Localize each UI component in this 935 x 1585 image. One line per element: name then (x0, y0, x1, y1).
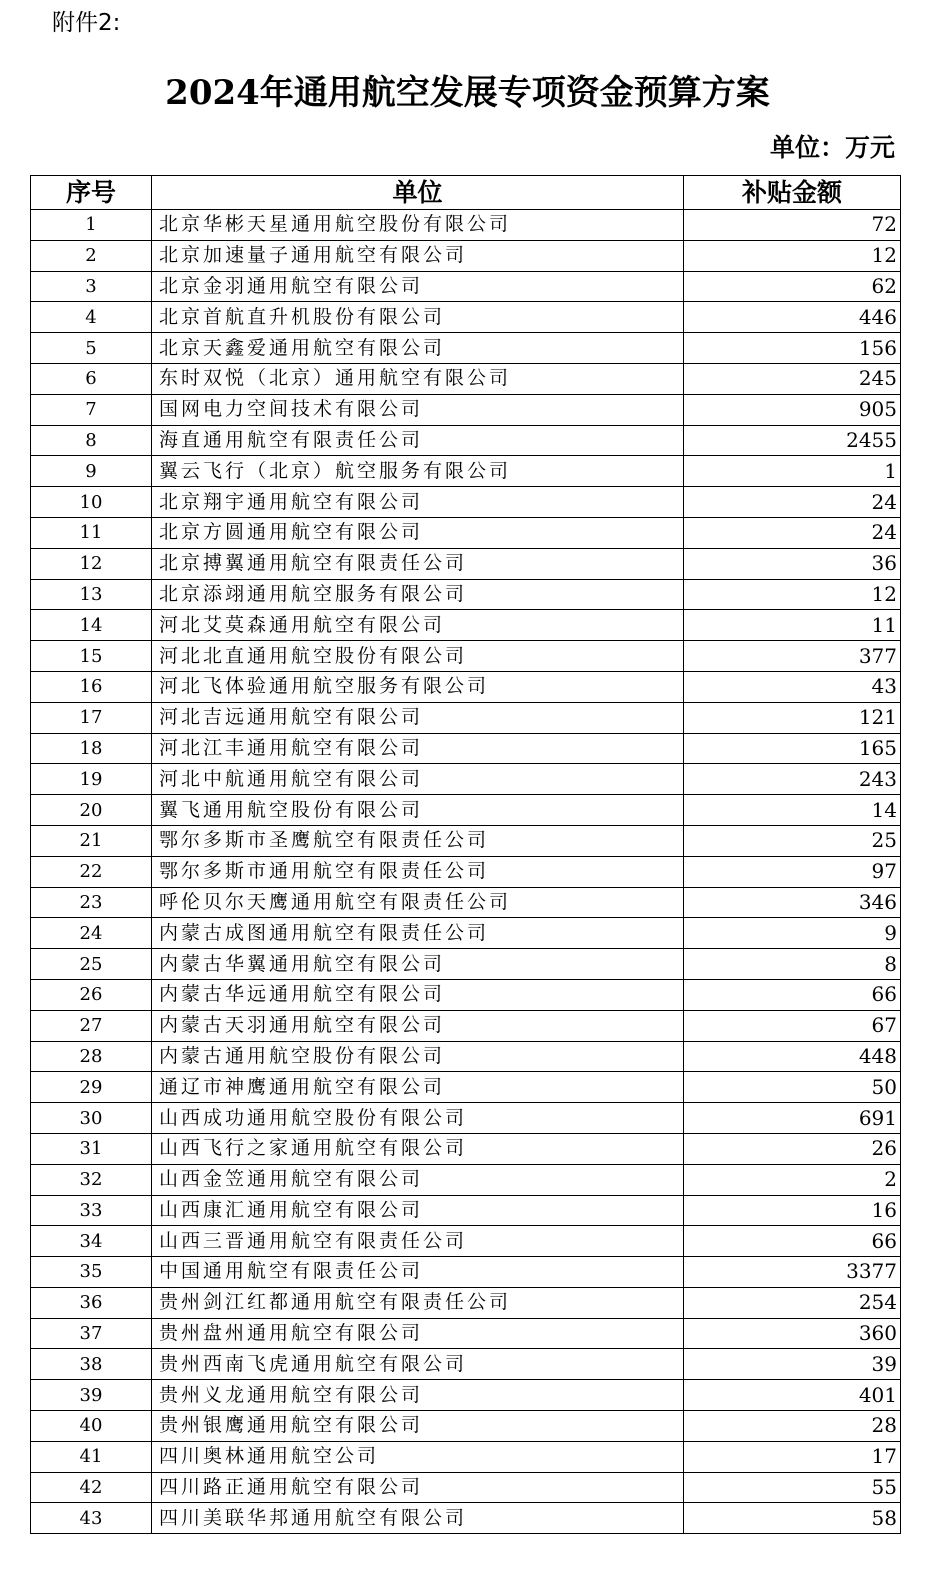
row-company-name: 内蒙古华翼通用航空有限公司 (152, 949, 684, 980)
row-company-name: 国网电力空间技术有限公司 (152, 394, 684, 425)
table-row (31, 363, 901, 394)
table-row (31, 1103, 901, 1134)
row-seq: 6 (31, 363, 152, 394)
row-amount: 2 (684, 1164, 901, 1195)
row-seq: 18 (31, 733, 152, 764)
row-amount: 905 (684, 394, 901, 425)
header-unit: 单位 (152, 176, 684, 210)
table-row (31, 210, 901, 241)
row-amount: 2455 (684, 425, 901, 456)
row-amount: 9 (684, 918, 901, 949)
table-row (31, 1226, 901, 1257)
table-row (31, 394, 901, 425)
table-row (31, 1380, 901, 1411)
row-amount: 62 (684, 271, 901, 302)
table-row (31, 641, 901, 672)
row-seq: 39 (31, 1380, 152, 1411)
table-row (31, 1041, 901, 1072)
row-seq: 1 (31, 210, 152, 241)
row-amount: 156 (684, 333, 901, 364)
table-row (31, 1472, 901, 1503)
table-row (31, 825, 901, 856)
row-seq: 21 (31, 825, 152, 856)
row-amount: 28 (684, 1411, 901, 1442)
table-body (31, 210, 901, 1534)
table-row (31, 1164, 901, 1195)
row-seq: 28 (31, 1041, 152, 1072)
row-company-name: 贵州西南飞虎通用航空有限公司 (152, 1349, 684, 1380)
table-row (31, 764, 901, 795)
row-seq: 26 (31, 979, 152, 1010)
row-company-name: 东时双悦（北京）通用航空有限公司 (152, 363, 684, 394)
row-seq: 19 (31, 764, 152, 795)
row-amount: 360 (684, 1318, 901, 1349)
row-company-name: 鄂尔多斯市通用航空有限责任公司 (152, 856, 684, 887)
row-amount: 66 (684, 979, 901, 1010)
row-company-name: 河北北直通用航空股份有限公司 (152, 641, 684, 672)
row-company-name: 北京首航直升机股份有限公司 (152, 302, 684, 333)
row-seq: 11 (31, 517, 152, 548)
row-seq: 40 (31, 1411, 152, 1442)
row-company-name: 通辽市神鹰通用航空有限公司 (152, 1072, 684, 1103)
row-company-name: 北京方圆通用航空有限公司 (152, 517, 684, 548)
row-company-name: 山西康汇通用航空有限公司 (152, 1195, 684, 1226)
table-row (31, 487, 901, 518)
row-amount: 11 (684, 610, 901, 641)
row-company-name: 北京金羽通用航空有限公司 (152, 271, 684, 302)
row-amount: 66 (684, 1226, 901, 1257)
attachment-label: 附件2: (52, 10, 121, 36)
table-row (31, 1257, 901, 1288)
header-seq: 序号 (31, 176, 152, 210)
row-seq: 10 (31, 487, 152, 518)
row-company-name: 翼云飞行（北京）航空服务有限公司 (152, 456, 684, 487)
row-company-name: 河北中航通用航空有限公司 (152, 764, 684, 795)
row-seq: 5 (31, 333, 152, 364)
row-amount: 165 (684, 733, 901, 764)
row-company-name: 河北吉远通用航空有限公司 (152, 702, 684, 733)
page-title: 2024年通用航空发展专项资金预算方案 (165, 73, 770, 113)
row-seq: 24 (31, 918, 152, 949)
row-amount: 39 (684, 1349, 901, 1380)
row-amount: 254 (684, 1287, 901, 1318)
table-row (31, 856, 901, 887)
row-seq: 31 (31, 1133, 152, 1164)
table-row (31, 671, 901, 702)
row-amount: 67 (684, 1010, 901, 1041)
row-amount: 245 (684, 363, 901, 394)
row-company-name: 内蒙古通用航空股份有限公司 (152, 1041, 684, 1072)
row-seq: 2 (31, 240, 152, 271)
row-amount: 14 (684, 795, 901, 826)
row-amount: 346 (684, 887, 901, 918)
row-seq: 30 (31, 1103, 152, 1134)
table-row (31, 1503, 901, 1534)
row-company-name: 山西三晋通用航空有限责任公司 (152, 1226, 684, 1257)
row-amount: 243 (684, 764, 901, 795)
table-row (31, 979, 901, 1010)
row-seq: 17 (31, 702, 152, 733)
row-amount: 36 (684, 548, 901, 579)
row-company-name: 中国通用航空有限责任公司 (152, 1257, 684, 1288)
row-seq: 16 (31, 671, 152, 702)
row-company-name: 北京天鑫爱通用航空有限公司 (152, 333, 684, 364)
table-row (31, 302, 901, 333)
row-company-name: 河北艾莫森通用航空有限公司 (152, 610, 684, 641)
row-seq: 7 (31, 394, 152, 425)
row-amount: 12 (684, 240, 901, 271)
row-seq: 14 (31, 610, 152, 641)
row-seq: 20 (31, 795, 152, 826)
row-seq: 23 (31, 887, 152, 918)
row-company-name: 海直通用航空有限责任公司 (152, 425, 684, 456)
row-company-name: 内蒙古华远通用航空有限公司 (152, 979, 684, 1010)
table-row (31, 795, 901, 826)
table-row (31, 702, 901, 733)
row-seq: 38 (31, 1349, 152, 1380)
row-seq: 41 (31, 1441, 152, 1472)
table-row (31, 918, 901, 949)
row-company-name: 四川奥林通用航空公司 (152, 1441, 684, 1472)
table-row (31, 887, 901, 918)
row-amount: 97 (684, 856, 901, 887)
row-company-name: 北京添翊通用航空服务有限公司 (152, 579, 684, 610)
table-row (31, 271, 901, 302)
row-seq: 32 (31, 1164, 152, 1195)
row-company-name: 河北飞体验通用航空服务有限公司 (152, 671, 684, 702)
row-seq: 43 (31, 1503, 152, 1534)
row-amount: 8 (684, 949, 901, 980)
row-company-name: 山西成功通用航空股份有限公司 (152, 1103, 684, 1134)
row-amount: 24 (684, 517, 901, 548)
row-company-name: 贵州剑江红都通用航空有限责任公司 (152, 1287, 684, 1318)
row-company-name: 内蒙古天羽通用航空有限公司 (152, 1010, 684, 1041)
row-amount: 24 (684, 487, 901, 518)
table-row (31, 333, 901, 364)
row-seq: 27 (31, 1010, 152, 1041)
table-row (31, 240, 901, 271)
row-seq: 29 (31, 1072, 152, 1103)
table-row (31, 1441, 901, 1472)
table-row (31, 579, 901, 610)
row-seq: 35 (31, 1257, 152, 1288)
row-amount: 401 (684, 1380, 901, 1411)
row-company-name: 翼飞通用航空股份有限公司 (152, 795, 684, 826)
row-company-name: 山西金笠通用航空有限公司 (152, 1164, 684, 1195)
row-amount: 26 (684, 1133, 901, 1164)
table-row (31, 1072, 901, 1103)
table-row (31, 949, 901, 980)
table-row (31, 610, 901, 641)
row-seq: 15 (31, 641, 152, 672)
row-company-name: 贵州盘州通用航空有限公司 (152, 1318, 684, 1349)
row-seq: 22 (31, 856, 152, 887)
row-company-name: 河北江丰通用航空有限公司 (152, 733, 684, 764)
row-seq: 36 (31, 1287, 152, 1318)
unit-label: 单位：万元 (769, 133, 895, 162)
row-seq: 34 (31, 1226, 152, 1257)
row-company-name: 贵州银鹰通用航空有限公司 (152, 1411, 684, 1442)
table-row (31, 1010, 901, 1041)
table-row (31, 517, 901, 548)
table-row (31, 1411, 901, 1442)
row-company-name: 北京翔宇通用航空有限公司 (152, 487, 684, 518)
row-amount: 55 (684, 1472, 901, 1503)
row-seq: 13 (31, 579, 152, 610)
row-amount: 43 (684, 671, 901, 702)
row-company-name: 北京加速量子通用航空有限公司 (152, 240, 684, 271)
row-company-name: 内蒙古成图通用航空有限责任公司 (152, 918, 684, 949)
table-row (31, 1318, 901, 1349)
row-company-name: 鄂尔多斯市圣鹰航空有限责任公司 (152, 825, 684, 856)
row-seq: 25 (31, 949, 152, 980)
table-row (31, 425, 901, 456)
row-amount: 446 (684, 302, 901, 333)
row-amount: 121 (684, 702, 901, 733)
row-amount: 377 (684, 641, 901, 672)
row-company-name: 呼伦贝尔天鹰通用航空有限责任公司 (152, 887, 684, 918)
row-company-name: 北京搏翼通用航空有限责任公司 (152, 548, 684, 579)
row-seq: 9 (31, 456, 152, 487)
row-amount: 3377 (684, 1257, 901, 1288)
row-amount: 16 (684, 1195, 901, 1226)
row-amount: 17 (684, 1441, 901, 1472)
row-amount: 72 (684, 210, 901, 241)
table-row (31, 1287, 901, 1318)
row-amount: 50 (684, 1072, 901, 1103)
row-amount: 691 (684, 1103, 901, 1134)
table-row (31, 1349, 901, 1380)
row-company-name: 北京华彬天星通用航空股份有限公司 (152, 210, 684, 241)
row-seq: 8 (31, 425, 152, 456)
row-amount: 12 (684, 579, 901, 610)
row-amount: 448 (684, 1041, 901, 1072)
table-header-row (31, 176, 901, 210)
row-amount: 1 (684, 456, 901, 487)
table-row (31, 456, 901, 487)
row-amount: 58 (684, 1503, 901, 1534)
row-company-name: 四川路正通用航空有限公司 (152, 1472, 684, 1503)
row-company-name: 四川美联华邦通用航空有限公司 (152, 1503, 684, 1534)
row-seq: 4 (31, 302, 152, 333)
row-company-name: 贵州义龙通用航空有限公司 (152, 1380, 684, 1411)
row-seq: 3 (31, 271, 152, 302)
row-seq: 12 (31, 548, 152, 579)
header-amount: 补贴金额 (684, 176, 901, 210)
table-row (31, 1195, 901, 1226)
row-amount: 25 (684, 825, 901, 856)
table-row (31, 733, 901, 764)
row-seq: 37 (31, 1318, 152, 1349)
row-seq: 42 (31, 1472, 152, 1503)
row-seq: 33 (31, 1195, 152, 1226)
budget-table (30, 175, 901, 1534)
table-row (31, 548, 901, 579)
table-row (31, 1133, 901, 1164)
row-company-name: 山西飞行之家通用航空有限公司 (152, 1133, 684, 1164)
